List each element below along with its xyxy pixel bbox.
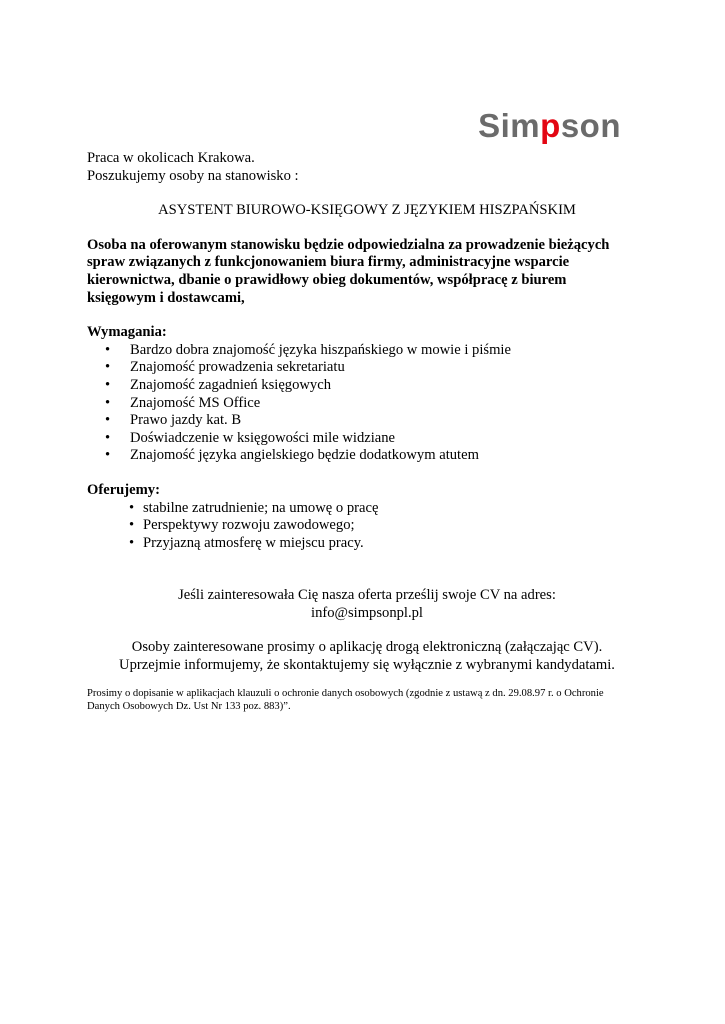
description-line: księgowym i dostawcami, [87, 289, 245, 306]
offer-item [87, 517, 647, 535]
intro-seeking: Poszukujemy osoby na stanowisko : [87, 167, 299, 184]
bullet-icon: • [105, 376, 111, 393]
requirements-heading: Wymagania: [87, 324, 167, 341]
description-line: spraw związanych z funkcjonowaniem biura firmy, administracyjne wsparcie [87, 254, 570, 271]
requirement-item [87, 412, 647, 430]
contact-section [87, 587, 647, 622]
offer-text: stabilne zatrudnienie; na umowę o pracę [143, 499, 379, 516]
clause-line: Danych Osobowych Dz. Ust Nr 133 poz. 883)”. [87, 700, 291, 712]
requirement-item [87, 359, 647, 377]
job-description [87, 237, 647, 307]
bullet-icon: • [105, 359, 111, 376]
requirement-item [87, 342, 647, 360]
offer-item [87, 535, 647, 553]
job-title: ASYSTENT BIUROWO-KSIĘGOWY Z JĘZYKIEM HISZPAŃSKIM [158, 202, 576, 219]
data-protection-clause [87, 687, 647, 713]
offer-heading: Oferujemy: [87, 481, 160, 498]
offer-list [87, 500, 647, 553]
intro [87, 150, 647, 185]
requirement-text: Znajomość języka angielskiego będzie dodatkowym atutem [130, 447, 479, 464]
requirements-list [87, 342, 647, 465]
info-section [87, 639, 647, 674]
bullet-icon: • [129, 534, 135, 551]
description-line: kierownictwa, dbanie o prawidłowy obieg dokumentów, współpracę z biurem [87, 271, 567, 288]
logo-text-end: son [560, 107, 621, 144]
job-offer-document [87, 150, 647, 713]
logo-text-start: Sim [478, 107, 541, 144]
requirement-text: Bardzo dobra znajomość języka hiszpańskiego w mowie i piśmie [130, 341, 511, 358]
contact-text: Jeśli zainteresowała Cię nasza oferta prześlij swoje CV na adres: [178, 587, 556, 604]
requirement-item [87, 377, 647, 395]
clause-line: Prosimy o dopisanie w aplikacjach klauzuli o ochronie danych osobowych (zgodnie z ustawą z dn. 29.08.97 r. o Ochronie [87, 687, 604, 699]
bullet-icon: • [105, 341, 111, 358]
info-line: Uprzejmie informujemy, że skontaktujemy się wyłącznie z wybranymi kandydatami. [119, 657, 615, 674]
offer-text: Perspektywy rozwoju zawodowego; [143, 517, 355, 534]
requirement-item [87, 395, 647, 413]
bullet-icon: • [105, 412, 111, 429]
bullet-icon: • [129, 517, 135, 534]
intro-location: Praca w okolicach Krakowa. [87, 150, 255, 166]
requirement-item [87, 447, 647, 465]
requirement-text: Doświadczenie w księgowości mile widziane [130, 429, 396, 446]
bullet-icon: • [105, 447, 111, 464]
bullet-icon: • [129, 499, 135, 516]
offer-text: Przyjazną atmosferę w miejscu pracy. [143, 534, 364, 551]
company-logo [478, 106, 621, 146]
requirement-text: Znajomość MS Office [130, 394, 261, 411]
description-line: Osoba na oferowanym stanowisku będzie odpowiedzialna za prowadzenie bieżących [87, 236, 610, 253]
requirement-text: Prawo jazdy kat. B [130, 412, 242, 429]
bullet-icon: • [105, 429, 111, 446]
bullet-icon: • [105, 394, 111, 411]
logo-text-accent: p [540, 107, 561, 144]
contact-email: info@simpsonpl.pl [311, 604, 423, 621]
requirement-item [87, 430, 647, 448]
info-line: Osoby zainteresowane prosimy o aplikację drogą elektroniczną (załączając CV). [131, 639, 603, 656]
offer-item [87, 500, 647, 518]
requirement-text: Znajomość zagadnień księgowych [130, 376, 332, 393]
requirement-text: Znajomość prowadzenia sekretariatu [130, 359, 345, 376]
